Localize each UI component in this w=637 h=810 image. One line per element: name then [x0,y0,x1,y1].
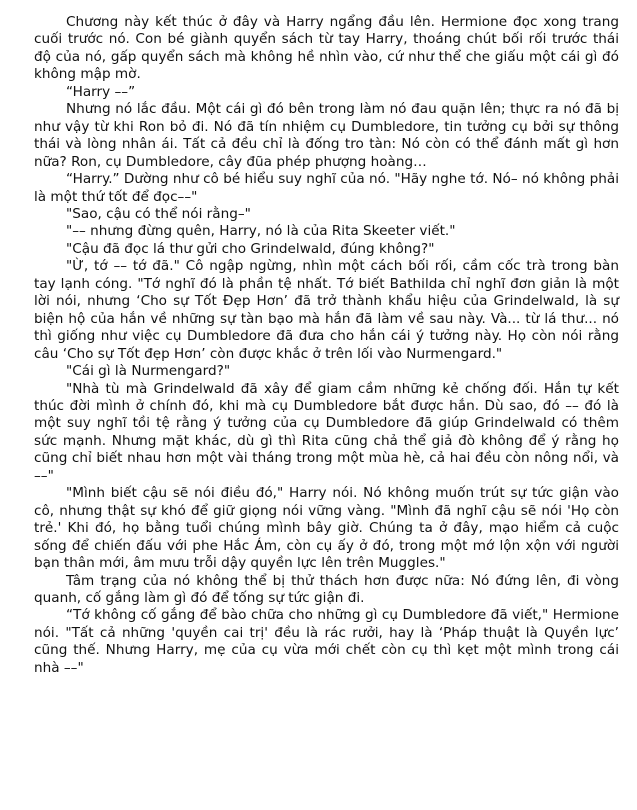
paragraph-7: "Cậu đã đọc lá thư gửi cho Grindelwald, đúng không?" [66,240,435,257]
paragraph-8: "Ừ, tớ –– tớ đã." Cô ngập ngừng, nhìn một cách bối rối, cầm cốc trà trong bàn tay lạnh cóng. "Tớ nghĩ đó là phần tệ nhất. Tớ biết Bathilda chỉ nghĩ đơn giản là một lời nói, nhưng ‘Cho sự Tốt Đẹp Hơn’ đã trở thành khẩu hiệu của Grindelwald, là sự biện hộ của hắn về những sự tàn bạo mà hắn đã làm về sau này. Và... từ lá thư... nó thì giống như việc cụ Dumbledore đã đưa cho hắn cái ý tưởng này. Họ còn nói rằng câu ‘Cho sự Tốt đẹp Hơn’ còn được khắc ở trên lối vào Nurmengard." [34,258,619,362]
paragraph-3: Nhưng nó lắc đầu. Một cái gì đó bên trong làm nó đau quặn lên; thực ra nó đã bị như vậy từ khi Ron bỏ đi. Nó đã tín nhiệm cụ Dumbledore, tin tưởng cụ bởi sự thông thái và lòng nhân ái. Tất cả đều chỉ là đống tro tàn: Nó còn có thể đánh mất gì hơn nữa? Ron, cụ Dumbledore, cây đũa phép phượng hoàng… [34,101,619,170]
paragraph-6: "–– nhưng đừng quên, Harry, nó là của Rita Skeeter viết." [66,223,456,240]
paragraph-5: "Sao, cậu có thể nói rằng–" [66,205,251,222]
paragraph-12: Tâm trạng của nó không thể bị thử thách hơn được nữa: Nó đứng lên, đi vòng quanh, cố gắng làm gì đó để tống sự tức giận đi. [34,572,619,606]
paragraph-9: "Cái gì là Nurmengard?" [66,363,231,380]
paragraph-1: Chương này kết thúc ở đây và Harry ngẩng đầu lên. Hermione đọc xong trang cuối trước nó. Con bé giành quyển sách từ tay Harry, thoáng chút bối rối trước thái độ của nó, gấp quyển sách mà không hề nhìn vào, cứ như thể che giấu một cái gì đó không mập mờ. [34,14,619,83]
paragraph-2: “Harry ––” [66,83,136,100]
paragraph-4: “Harry.” Dường như cô bé hiểu suy nghĩ của nó. "Hãy nghe tớ. Nó– nó không phải là một thứ tốt để đọc––" [34,171,619,205]
paragraph-10: "Nhà tù mà Grindelwald đã xây để giam cầm những kẻ chống đối. Hắn tự kết thúc đời mình ở chính đó, khi mà cụ Dumbledore bắt được hắn. Dù sao, đó –– đó là một suy nghĩ tồi tệ rằng ý tưởng của cụ Dumbledore đã giúp Grindelwald có thêm sức mạnh. Nhưng mặt khác, dù gì thì Rita cũng chả thể giả đò không để ý rằng họ cũng chỉ biết nhau hơn một vài tháng trong một mùa hè, cả hai đều còn nông nổi, và ––" [34,380,619,484]
paragraph-11: "Mình biết cậu sẽ nói điều đó," Harry nói. Nó không muốn trút sự tức giận vào cô, nhưng thật sự khó để giữ giọng nói vững vàng. "Mình đã nghĩ cậu sẽ nói 'Họ còn trẻ.' Khi đó, họ bằng tuổi chúng mình bây giờ. Chúng ta ở đây, mạo hiểm cả cuộc sống để chiến đấu với phe Hắc Ám, còn cụ ấy ở đó, trong một mớ lộn xộn với người bạn thân mới, âm mưu trỗi dậy quyền lực lên trên Muggles." [34,485,619,572]
paragraph-13: “Tớ không cố gắng để bào chữa cho những gì cụ Dumbledore đã viết," Hermione nói. "Tất cả những 'quyền cai trị' đều là rác rưởi, hay là ‘Pháp thuật là Quyền lực’ cũng thế. Nhưng Harry, mẹ của cụ vừa mới chết còn cụ thì kẹt một mình trong cái nhà ––" [34,607,619,676]
